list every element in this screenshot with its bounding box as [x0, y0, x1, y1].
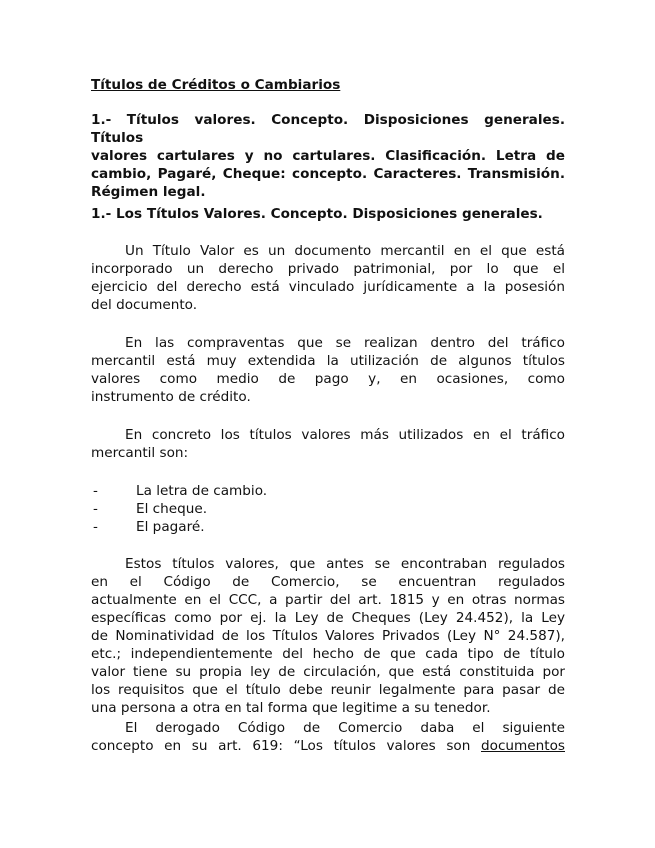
section-subheading: 1.- Los Títulos Valores. Concepto. Disposiciones generales.	[91, 206, 543, 222]
list-item	[93, 500, 207, 518]
paragraph-line: específicas como por ej. la Ley de Cheques (Ley 24.452), la Ley	[91, 610, 565, 626]
paragraph-line: valores como medio de pago y, en ocasiones, como	[91, 371, 565, 387]
paragraph-line: de Nominatividad de los Títulos Valores Privados (Ley N° 24.587),	[91, 628, 565, 644]
document-heading: Títulos de Créditos o Cambiarios	[91, 77, 341, 93]
paragraph-line: En las compraventas que se realizan dentro del tráfico	[125, 335, 565, 351]
paragraph-definition	[91, 242, 565, 314]
outline-line: cambio, Pagaré, Cheque: concepto. Caracteres. Transmisión.	[91, 166, 565, 182]
paragraph-line: los requisitos que el título debe reunir legalmente para pasar de	[91, 682, 565, 698]
paragraph-line: ejercicio del derecho está vinculado jurídicamente a la posesión	[91, 279, 565, 295]
paragraph-line: actualmente en el CCC, a partir del art. 1815 y en otras normas	[91, 592, 565, 608]
paragraph-regulacion	[91, 555, 565, 717]
outline-line: Régimen legal.	[91, 184, 206, 200]
paragraph-en-concreto	[91, 426, 565, 462]
paragraph-line: instrumento de crédito.	[91, 389, 251, 405]
paragraph-codigo-comercio	[91, 719, 565, 755]
paragraph-line: Estos títulos valores, que antes se encontraban regulados	[125, 556, 565, 572]
paragraph-line: mercantil son:	[91, 445, 189, 461]
list-dash: -	[93, 483, 98, 499]
underlined-term: documentos	[481, 738, 565, 754]
paragraph-line: valor tiene su propia ley de circulación, que está constituida por	[91, 664, 565, 680]
paragraph-line	[91, 737, 565, 755]
paragraph-line: una persona a otra en tal forma que legitime a su tenedor.	[91, 700, 491, 716]
paragraph-line: Un Título Valor es un documento mercantil en el que está	[125, 243, 565, 259]
paragraph-line: en el Código de Comercio, se encuentran regulados	[91, 574, 565, 590]
list-item	[93, 482, 267, 500]
list-item-text: El cheque.	[136, 501, 208, 517]
section-outline	[91, 111, 565, 201]
paragraph-line: mercantil está muy extendida la utilización de algunos títulos	[91, 353, 565, 369]
list-dash: -	[93, 519, 98, 535]
list-item	[93, 518, 205, 536]
outline-line: valores cartulares y no cartulares. Clasificación. Letra de	[91, 148, 565, 164]
paragraph-line: En concreto los títulos valores más utilizados en el tráfico	[125, 427, 565, 443]
list-item-text: El pagaré.	[136, 519, 205, 535]
paragraph-line: El derogado Código de Comercio daba el siguiente	[125, 720, 565, 736]
paragraph-line-text: concepto en su art. 619: “Los títulos valores son	[91, 738, 471, 754]
paragraph-line: incorporado un derecho privado patrimonial, por lo que el	[91, 261, 565, 277]
outline-line: 1.- Títulos valores. Concepto. Disposiciones generales. Títulos	[91, 112, 565, 146]
list-dash: -	[93, 501, 98, 517]
paragraph-line: etc.; independientemente del hecho de que cada tipo de título	[91, 646, 565, 662]
list-item-text: La letra de cambio.	[136, 483, 268, 499]
paragraph-compraventas	[91, 334, 565, 406]
paragraph-line: del documento.	[91, 297, 198, 313]
